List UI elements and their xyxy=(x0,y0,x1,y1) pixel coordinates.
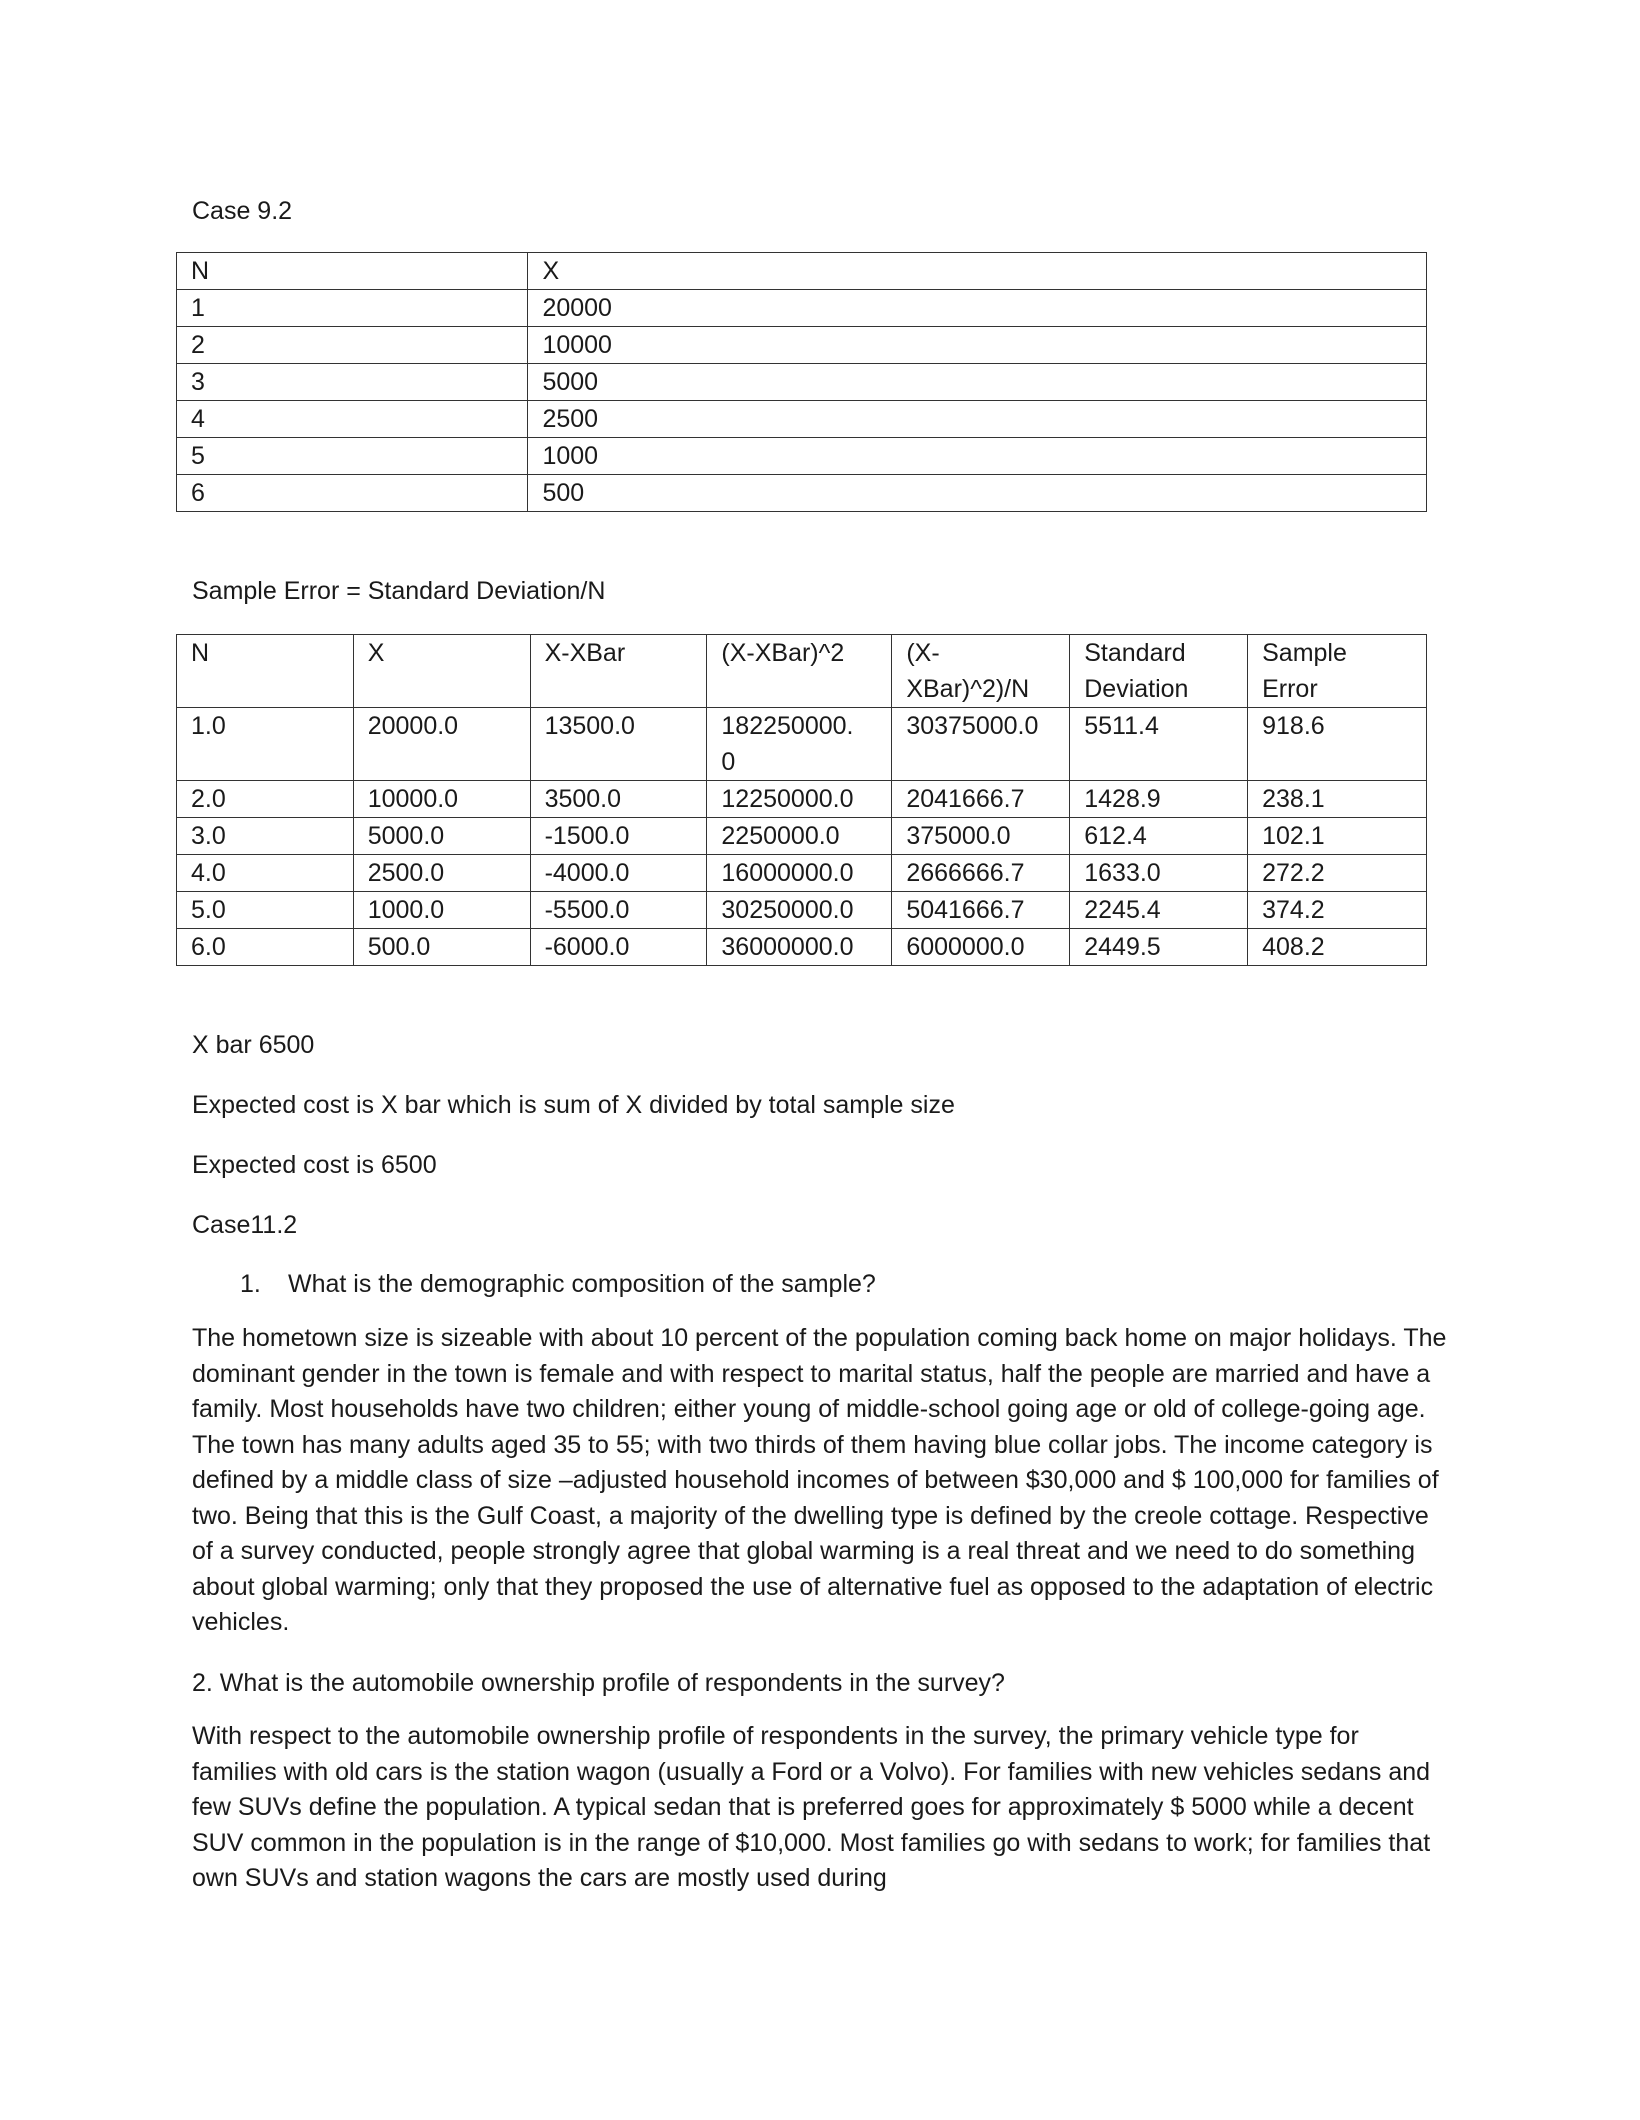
table-row xyxy=(177,855,1427,892)
table-cell: 3500.0 xyxy=(530,781,707,818)
table-cell: 2449.5 xyxy=(1070,929,1248,966)
column-header: X xyxy=(528,253,1427,290)
table-cell: 2500.0 xyxy=(353,855,530,892)
table-cell: 5 xyxy=(177,438,528,475)
question-1-number: 1. xyxy=(240,1270,261,1298)
column-header: (X-XBar)^2 xyxy=(707,635,892,708)
table-cell: 1000 xyxy=(528,438,1427,475)
table-cell: 918.6 xyxy=(1248,708,1427,781)
case-11-2-title: Case11.2 xyxy=(192,1211,298,1239)
table-cell: 4.0 xyxy=(177,855,354,892)
table-cell: 3.0 xyxy=(177,818,354,855)
observations-table xyxy=(176,252,1427,512)
table-row xyxy=(177,929,1427,966)
table-cell: 102.1 xyxy=(1248,818,1427,855)
table-cell: 2666666.7 xyxy=(892,855,1070,892)
table-cell: -5500.0 xyxy=(530,892,707,929)
table-row xyxy=(177,475,1427,512)
table-header-row xyxy=(177,253,1427,290)
table-cell: 30250000.0 xyxy=(707,892,892,929)
table-cell: 2041666.7 xyxy=(892,781,1070,818)
table-cell: 20000.0 xyxy=(353,708,530,781)
table-cell: -1500.0 xyxy=(530,818,707,855)
answer-2-paragraph: With respect to the automobile ownership profile of respondents in the survey, the primary vehicle type for families with old cars is the station wagon (usually a Ford or a Volvo). For families with new vehicles sedans and few SUVs define the population. A typical sedan that is preferred goes for approximately $ 5000 while a decent SUV common in the population is in the range of $10,000. Most families go with sedans to work; for families that own SUVs and station wagons the cars are mostly used during xyxy=(192,1722,1431,1892)
table-cell: 1428.9 xyxy=(1070,781,1248,818)
table-cell: 30375000.0 xyxy=(892,708,1070,781)
column-header: N xyxy=(177,635,354,708)
table-cell: 5000.0 xyxy=(353,818,530,855)
table-cell: 16000000.0 xyxy=(707,855,892,892)
table-cell: 12250000.0 xyxy=(707,781,892,818)
answer-1-paragraph: The hometown size is sizeable with about 10 percent of the population coming back home on major holidays. The dominant gender in the town is female and with respect to marital status, half the people are married and have a family. Most households have two children; either young of middle-school going age or old of college-going age. The town has many adults aged 35 to 55; with two thirds of them having blue collar jobs. The income category is defined by a middle class of size –adjusted household incomes of between $30,000 and $ 100,000 for families of two. Being that this is the Gulf Coast, a majority of the dwelling type is defined by the creole cottage. Respective of a survey conducted, people strongly agree that global warming is a real threat and we need to do something about global warming; only that they proposed the use of alternative fuel as opposed to the adaptation of electric vehicles. xyxy=(192,1324,1447,1636)
table-cell: 5000 xyxy=(528,364,1427,401)
table-cell: 1.0 xyxy=(177,708,354,781)
column-header: X xyxy=(353,635,530,708)
table-cell: 182250000. 0 xyxy=(707,708,892,781)
question-1-text: What is the demographic composition of the sample? xyxy=(288,1270,876,1298)
table-cell: 5041666.7 xyxy=(892,892,1070,929)
table-row xyxy=(177,781,1427,818)
table-row xyxy=(177,327,1427,364)
table-cell: 2250000.0 xyxy=(707,818,892,855)
table-cell: 6 xyxy=(177,475,528,512)
sample-error-formula: Sample Error = Standard Deviation/N xyxy=(192,577,606,605)
table-row xyxy=(177,708,1427,781)
table-cell: 10000 xyxy=(528,327,1427,364)
table-cell: 6.0 xyxy=(177,929,354,966)
table-cell: 2500 xyxy=(528,401,1427,438)
table-row xyxy=(177,364,1427,401)
table-row xyxy=(177,290,1427,327)
sample-error-table xyxy=(176,634,1427,966)
column-header: Standard Deviation xyxy=(1070,635,1248,708)
table-cell: 20000 xyxy=(528,290,1427,327)
table-cell: 2.0 xyxy=(177,781,354,818)
table-cell: 4 xyxy=(177,401,528,438)
table-cell: 2 xyxy=(177,327,528,364)
table-cell: 5.0 xyxy=(177,892,354,929)
table-cell: 3 xyxy=(177,364,528,401)
table-cell: 375000.0 xyxy=(892,818,1070,855)
column-header: X-XBar xyxy=(530,635,707,708)
table-cell: 408.2 xyxy=(1248,929,1427,966)
expected-cost-value: Expected cost is 6500 xyxy=(192,1151,437,1179)
table-row xyxy=(177,438,1427,475)
table-cell: 374.2 xyxy=(1248,892,1427,929)
table-cell: -4000.0 xyxy=(530,855,707,892)
column-header: N xyxy=(177,253,528,290)
table-cell: 13500.0 xyxy=(530,708,707,781)
table-cell: 36000000.0 xyxy=(707,929,892,966)
table-cell: 10000.0 xyxy=(353,781,530,818)
column-header: Sample Error xyxy=(1248,635,1427,708)
xbar-line: X bar 6500 xyxy=(192,1031,315,1059)
table-cell: 1 xyxy=(177,290,528,327)
case-9-2-title: Case 9.2 xyxy=(192,197,293,225)
table-cell: 238.1 xyxy=(1248,781,1427,818)
table-cell: 1633.0 xyxy=(1070,855,1248,892)
table-cell: 500.0 xyxy=(353,929,530,966)
table-cell: 612.4 xyxy=(1070,818,1248,855)
table-cell: 2245.4 xyxy=(1070,892,1248,929)
table-cell: 500 xyxy=(528,475,1427,512)
expected-cost-definition: Expected cost is X bar which is sum of X divided by total sample size xyxy=(192,1091,955,1119)
column-header: (X- XBar)^2)/N xyxy=(892,635,1070,708)
table-header-row xyxy=(177,635,1427,708)
table-row xyxy=(177,401,1427,438)
table-cell: 5511.4 xyxy=(1070,708,1248,781)
table-cell: 1000.0 xyxy=(353,892,530,929)
table-cell: 6000000.0 xyxy=(892,929,1070,966)
table-row xyxy=(177,818,1427,855)
table-row xyxy=(177,892,1427,929)
question-2-text: 2. What is the automobile ownership profile of respondents in the survey? xyxy=(192,1669,1005,1697)
table-cell: 272.2 xyxy=(1248,855,1427,892)
table-cell: -6000.0 xyxy=(530,929,707,966)
